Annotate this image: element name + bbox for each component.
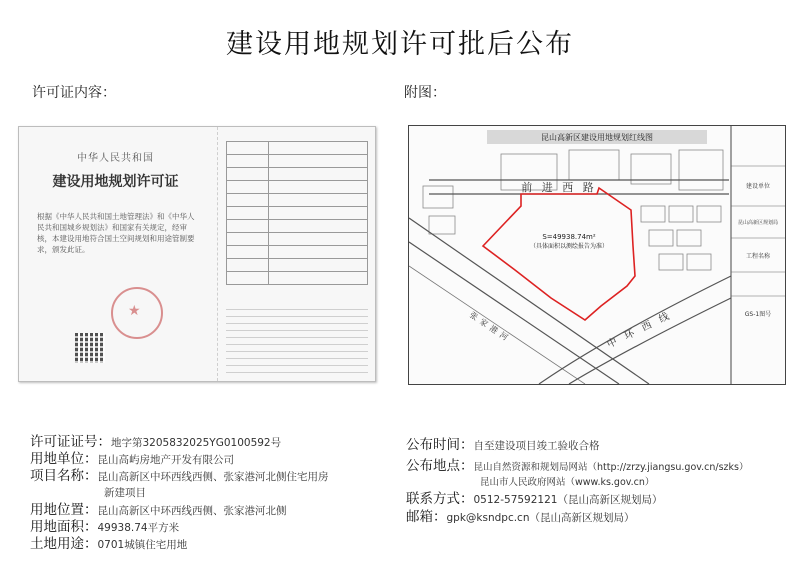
site-plan-map bbox=[408, 125, 786, 385]
legend-construction-unit: 建设单位 bbox=[745, 183, 771, 190]
field-project-name bbox=[30, 464, 329, 484]
field-value: 0512-57592121（昆山高新区规划局） bbox=[473, 494, 663, 506]
certificate-country: 中华人民共和国 bbox=[77, 153, 154, 164]
page-title: 建设用地规划许可批后公布 bbox=[226, 29, 574, 60]
field-value: gpk@ksndpc.cn（昆山高新区规划局） bbox=[446, 512, 635, 524]
field-land-use bbox=[30, 532, 187, 552]
field-label: 用地单位： bbox=[30, 451, 98, 467]
certificate-title: 建设用地规划许可证 bbox=[52, 174, 179, 190]
field-label: 项目名称： bbox=[30, 468, 98, 484]
field-value: 昆山高屿房地产开发有限公司 bbox=[97, 454, 234, 466]
field-value: 新建项目 bbox=[104, 487, 146, 499]
qr-code-icon bbox=[75, 333, 105, 363]
legend-issuing-office: 昆山高新区规划局 bbox=[737, 220, 779, 226]
field-label: 用地位置： bbox=[30, 502, 98, 518]
legend-drawing-number: GS-1图号 bbox=[744, 311, 772, 318]
map-title: 昆山高新区建设用地规划红线图 bbox=[541, 133, 653, 142]
certificate-notes-lines bbox=[226, 303, 368, 373]
site-plan-drawing bbox=[409, 126, 785, 384]
legend-project-name: 工程名称 bbox=[745, 253, 771, 260]
field-value: 昆山自然资源和规划局网站（http://zrzy.jiangsu.gov.cn/szks） bbox=[473, 462, 749, 473]
road-label-north: 前 进 西 路 bbox=[521, 181, 597, 194]
field-label: 许可证证号： bbox=[30, 434, 111, 450]
field-value: 自至建设项目竣工验收合格 bbox=[473, 440, 600, 452]
field-label: 联系方式： bbox=[406, 491, 474, 507]
field-value: 昆山市人民政府网站（www.ks.gov.cn） bbox=[480, 477, 655, 488]
permit-certificate-image bbox=[18, 126, 376, 382]
field-email bbox=[406, 505, 635, 525]
certificate-body-text: 根据《中华人民共和国土地管理法》和《中华人民共和国城乡规划法》和国家有关规定，经审核，本建设用地符合国土空间规划和用途管制要求，颁发此证。 bbox=[37, 212, 195, 254]
canal-label: 张家港河 bbox=[467, 310, 513, 345]
certificate-info-table bbox=[226, 141, 368, 285]
field-label: 土地用途： bbox=[30, 536, 98, 552]
field-value: 0701城镇住宅用地 bbox=[97, 539, 188, 551]
field-value: 49938.74平方米 bbox=[97, 522, 180, 534]
content-section-label: 许可证内容： bbox=[32, 85, 116, 101]
site-area-label: S=49938.74m² bbox=[542, 233, 596, 241]
field-label: 用地面积： bbox=[30, 519, 98, 535]
field-label: 邮箱： bbox=[406, 509, 447, 525]
field-value: 昆山高新区中环西线西侧、张家港河北侧 bbox=[97, 505, 287, 517]
attachment-section-label: 附图： bbox=[404, 85, 446, 101]
road-label-south: 中 环 西 线 bbox=[605, 309, 674, 351]
field-contact bbox=[406, 487, 662, 507]
field-value: 地字第3205832025YG0100592号 bbox=[111, 437, 282, 449]
field-label: 公布地点： bbox=[406, 458, 474, 474]
field-value: 昆山高新区中环西线西侧、张家港河北侧住宅用房 bbox=[97, 471, 329, 483]
field-publish-time bbox=[406, 433, 600, 453]
official-seal-icon bbox=[111, 287, 163, 339]
site-area-note: （具体面积以测绘报告为准） bbox=[529, 243, 609, 250]
field-label: 公布时间： bbox=[406, 437, 474, 453]
